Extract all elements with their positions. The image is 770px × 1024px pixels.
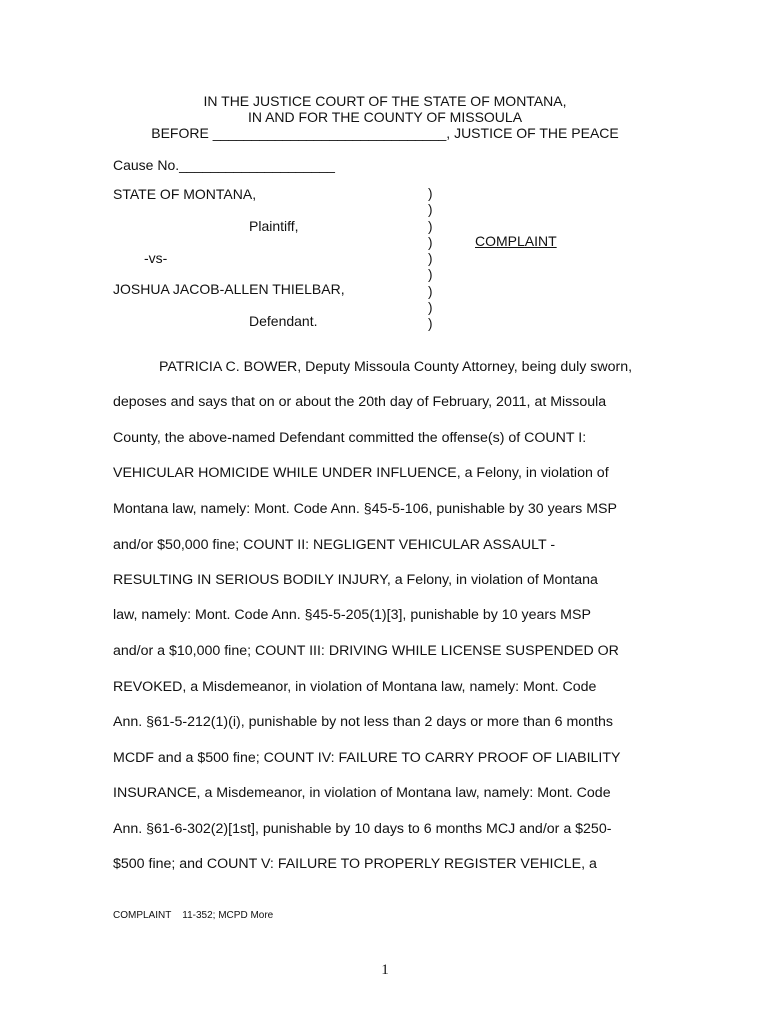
body-line: and/or $50,000 fine; COUNT II: NEGLIGENT VEHICULAR ASSAULT - [113, 537, 556, 553]
document-title: COMPLAINT [475, 233, 557, 249]
body-line: and/or a $10,000 fine; COUNT III: DRIVING WHILE LICENSE SUSPENDED OR [113, 643, 619, 659]
page-number: 1 [381, 962, 389, 978]
plaintiff-role: Plaintiff, [249, 218, 299, 234]
court-heading-line3: BEFORE ______________________________, JUSTICE OF THE PEACE [151, 125, 619, 141]
page-footer: COMPLAINT 11-352; MCPD More [113, 910, 274, 921]
paren: ) [428, 218, 433, 234]
paren: ) [428, 251, 433, 267]
body-line: Montana law, namely: Mont. Code Ann. §45-5-106, punishable by 30 years MSP [113, 501, 617, 517]
court-heading-line2: IN AND FOR THE COUNTY OF MISSOULA [247, 109, 523, 125]
body-line: deposes and says that on or about the 20th day of February, 2011, at Missoula [113, 394, 607, 410]
defendant-role: Defendant. [249, 313, 318, 329]
defendant-name: JOSHUA JACOB-ALLEN THIELBAR, [113, 281, 345, 297]
cause-number: Cause No.____________________ [113, 157, 335, 173]
paren: ) [428, 186, 433, 201]
paren: ) [428, 234, 433, 250]
body-line: PATRICIA C. BOWER, Deputy Missoula County Attorney, being duly sworn, [159, 359, 633, 375]
body-line: REVOKED, a Misdemeanor, in violation of Montana law, namely: Mont. Code [113, 679, 597, 695]
plaintiff-name: STATE OF MONTANA, [113, 186, 257, 202]
paren: ) [428, 202, 433, 218]
caption-divider [428, 186, 433, 333]
body-line: VEHICULAR HOMICIDE WHILE UNDER INFLUENCE, a Felony, in violation of [113, 465, 609, 481]
body-line: County, the above-named Defendant committed the offense(s) of COUNT I: [113, 430, 587, 446]
body-line: RESULTING IN SERIOUS BODILY INJURY, a Felony, in violation of Montana [113, 572, 598, 588]
paren: ) [428, 267, 433, 283]
body-line: Ann. §61-5-212(1)(i), punishable by not less than 2 days or more than 6 months [113, 714, 613, 730]
paren: ) [428, 283, 433, 299]
body-line: $500 fine; and COUNT V: FAILURE TO PROPERLY REGISTER VEHICLE, a [113, 856, 597, 872]
body-line: MCDF and a $500 fine; COUNT IV: FAILURE TO CARRY PROOF OF LIABILITY [113, 750, 621, 766]
paren: ) [428, 300, 433, 316]
body-line: law, namely: Mont. Code Ann. §45-5-205(1)[3], punishable by 10 years MSP [113, 607, 591, 623]
versus-label: -vs- [144, 250, 168, 266]
body-line: Ann. §61-6-302(2)[1st], punishable by 10 days to 6 months MCJ and/or a $250- [113, 821, 612, 837]
paren: ) [428, 316, 433, 332]
court-heading-line1: IN THE JUSTICE COURT OF THE STATE OF MONTANA, [203, 93, 567, 109]
body-line: INSURANCE, a Misdemeanor, in violation of Montana law, namely: Mont. Code [113, 785, 611, 801]
